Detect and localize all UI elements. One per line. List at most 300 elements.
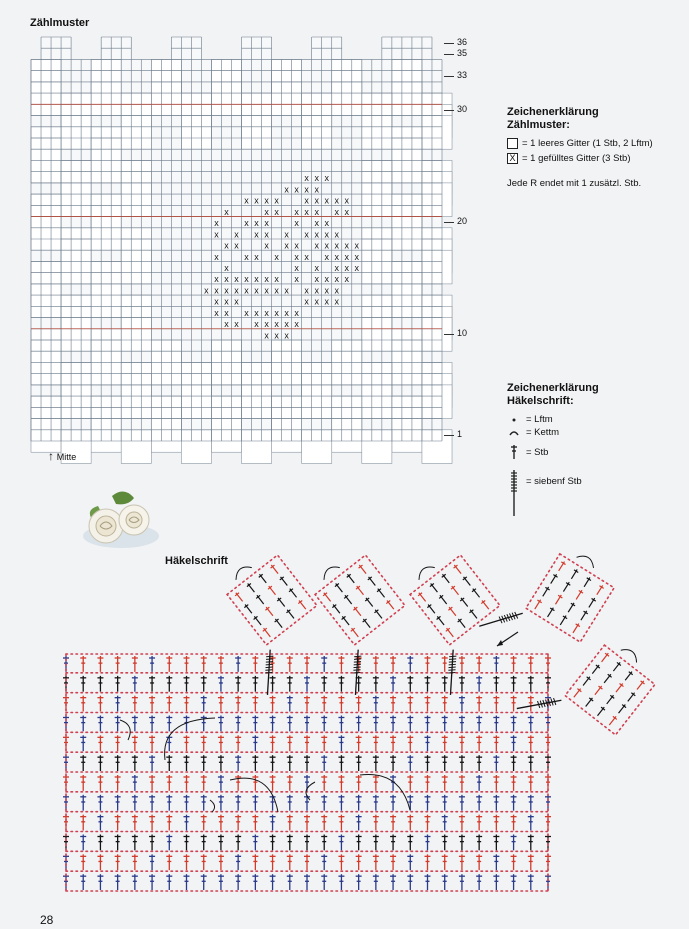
filled-cell: x — [334, 285, 339, 296]
stb-stitch — [528, 755, 534, 771]
legend-slip-text: = Kettm — [526, 427, 559, 438]
stb-stitch — [166, 676, 172, 692]
stb-stitch — [373, 755, 379, 771]
filled-cell: x — [294, 218, 299, 229]
stb-stitch — [97, 835, 103, 851]
filled-cell: x — [214, 296, 219, 307]
stb-stitch — [166, 854, 172, 870]
stb-stitch — [166, 755, 172, 771]
filled-cell: x — [234, 274, 239, 285]
stb-stitch — [493, 835, 499, 851]
stb-stitch — [132, 696, 138, 712]
stb-stitch — [511, 676, 517, 692]
stb-stitch — [287, 854, 293, 870]
stb-stitch — [115, 755, 121, 771]
stb-stitch — [304, 874, 310, 890]
stb-stitch — [166, 656, 172, 672]
stb-stitch — [528, 795, 534, 811]
stb-stitch — [80, 696, 86, 712]
stb-stitch — [338, 775, 344, 791]
stb-stitch — [338, 676, 344, 692]
stb-stitch — [287, 775, 293, 791]
stb-stitch — [321, 854, 327, 870]
stb-stitch — [252, 835, 258, 851]
stb-stitch — [390, 854, 396, 870]
filled-cell: x — [324, 229, 329, 240]
stb-stitch — [218, 716, 224, 732]
filled-cell: x — [334, 274, 339, 285]
filled-cell: x — [264, 206, 269, 217]
stb-stitch — [132, 735, 138, 751]
stb-stitch — [132, 874, 138, 890]
stb-stitch — [321, 696, 327, 712]
stb-stitch — [270, 676, 276, 692]
filled-cell: x — [324, 251, 329, 262]
stb-stitch — [321, 835, 327, 851]
stb-stitch — [425, 795, 431, 811]
stb-stitch — [184, 874, 190, 890]
stb-stitch — [545, 874, 551, 890]
stb-stitch — [442, 854, 448, 870]
stb-stitch — [338, 735, 344, 751]
filled-cell: x — [264, 240, 269, 251]
stb-stitch — [407, 874, 413, 890]
stb-stitch — [115, 735, 121, 751]
stb-stitch — [115, 874, 121, 890]
stb-stitch — [476, 835, 482, 851]
stb-stitch — [321, 775, 327, 791]
stb-stitch — [132, 854, 138, 870]
stb-stitch — [270, 854, 276, 870]
filled-cell: x — [254, 229, 259, 240]
stb-stitch — [511, 815, 517, 831]
filled-cell: x — [324, 173, 329, 184]
filled-cell: x — [304, 251, 309, 262]
stb-stitch — [338, 874, 344, 890]
stb-stitch — [270, 775, 276, 791]
stb-stitch — [235, 696, 241, 712]
stb-stitch — [287, 696, 293, 712]
stb-stitch — [356, 874, 362, 890]
filled-cell: x — [314, 262, 319, 273]
stb-stitch — [235, 795, 241, 811]
stb-stitch — [218, 656, 224, 672]
stb-stitch — [356, 735, 362, 751]
stb-stitch — [356, 696, 362, 712]
filled-cell: x — [294, 307, 299, 318]
legend-note: Jede R endet mit 1 zusätzl. Stb. — [507, 178, 642, 189]
stb-stitch — [115, 835, 121, 851]
stb-stitch — [511, 775, 517, 791]
flow-arrow — [165, 718, 215, 760]
stb-stitch — [218, 835, 224, 851]
stb-stitch — [528, 854, 534, 870]
stb-stitch — [493, 815, 499, 831]
stb-stitch — [184, 696, 190, 712]
filled-cell: x — [264, 229, 269, 240]
filled-cell: x — [264, 307, 269, 318]
legend-empty-text: = 1 leeres Gitter (1 Stb, 2 Lftm) — [522, 138, 653, 149]
stb-stitch — [407, 656, 413, 672]
stb-stitch — [304, 735, 310, 751]
stb-stitch — [80, 656, 86, 672]
stb-stitch — [201, 835, 207, 851]
stb-stitch — [132, 676, 138, 692]
stb-stitch — [235, 835, 241, 851]
stb-stitch — [390, 815, 396, 831]
filled-cell: x — [244, 195, 249, 206]
filled-cell: x — [274, 319, 279, 330]
filled-cell: x — [264, 319, 269, 330]
stb-stitch — [235, 735, 241, 751]
stb-stitch — [338, 795, 344, 811]
stb-stitch — [149, 656, 155, 672]
stb-stitch — [201, 815, 207, 831]
filled-cell: x — [224, 285, 229, 296]
stb-stitch — [425, 835, 431, 851]
stb-stitch — [235, 775, 241, 791]
stb-stitch — [321, 874, 327, 890]
filled-cell: x — [214, 229, 219, 240]
filled-cell: x — [284, 330, 289, 341]
stb-stitch — [184, 755, 190, 771]
stb-stitch — [97, 854, 103, 870]
stb-stitch — [356, 755, 362, 771]
stb-stitch — [338, 755, 344, 771]
filled-cell: x — [354, 240, 360, 251]
stb-stitch — [63, 815, 69, 831]
stb-stitch — [115, 696, 121, 712]
stb-stitch — [166, 696, 172, 712]
filled-cell: x — [254, 274, 259, 285]
filled-cell: x — [284, 240, 289, 251]
legend-crochet-title-1: Zeichenerklärung — [507, 382, 599, 394]
stb-stitch — [80, 676, 86, 692]
crochet-chart-title: Häkelschrift — [165, 555, 228, 567]
stb-stitch — [425, 676, 431, 692]
stb-stitch — [304, 835, 310, 851]
stb-stitch — [407, 775, 413, 791]
filled-cell: x — [324, 296, 329, 307]
flow-arrow — [120, 720, 130, 740]
filled-cell: x — [344, 262, 350, 273]
filled-cell: x — [224, 307, 229, 318]
stb-stitch — [425, 755, 431, 771]
stb-stitch — [373, 854, 379, 870]
stb-stitch — [201, 795, 207, 811]
stb-stitch — [528, 656, 534, 672]
stb-stitch — [321, 795, 327, 811]
filled-cell: x — [244, 307, 249, 318]
filled-cell: x — [294, 251, 299, 262]
filled-cell: x — [224, 262, 229, 273]
stb-stitch — [459, 735, 465, 751]
stb-stitch — [97, 696, 103, 712]
stb-stitch — [184, 835, 190, 851]
stb-stitch — [356, 716, 362, 732]
flow-arrow — [210, 800, 215, 812]
row-number-label: 35 — [457, 47, 468, 58]
stb-stitch — [390, 835, 396, 851]
filled-cell: x — [354, 251, 360, 262]
flow-arrow — [230, 778, 278, 812]
stb-stitch — [218, 815, 224, 831]
stb-stitch — [80, 815, 86, 831]
stb-stitch — [270, 835, 276, 851]
stb-stitch — [476, 696, 482, 712]
filled-cell: x — [264, 285, 269, 296]
stb-stitch — [476, 716, 482, 732]
stb-stitch — [149, 815, 155, 831]
stb-stitch — [201, 874, 207, 890]
filled-cell: x — [304, 184, 309, 195]
stb-stitch — [218, 676, 224, 692]
legend-seven-text: = siebenf Stb — [526, 475, 582, 487]
stb-stitch — [115, 656, 121, 672]
stb-stitch — [442, 815, 448, 831]
filled-cell: x — [324, 218, 329, 229]
up-arrow-icon: ↑ — [48, 449, 54, 463]
stb-stitch — [528, 716, 534, 732]
filled-cell: x — [264, 330, 269, 341]
legend-crochet-title-2: Häkelschrift: — [507, 395, 574, 407]
stb-stitch — [407, 676, 413, 692]
stb-stitch — [115, 775, 121, 791]
stb-stitch — [166, 775, 172, 791]
stb-stitch — [528, 676, 534, 692]
stb-stitch — [442, 775, 448, 791]
filled-cell: x — [254, 307, 259, 318]
stb-stitch — [373, 676, 379, 692]
filled-cell: x — [324, 274, 329, 285]
filled-cell: x — [314, 285, 319, 296]
stb-stitch — [390, 795, 396, 811]
row-number-label: 20 — [457, 216, 468, 227]
stb-stitch — [304, 854, 310, 870]
stb-stitch — [545, 815, 551, 831]
pattern-chart-title: Zählmuster — [30, 17, 90, 29]
filled-cell: x — [314, 173, 319, 184]
stb-stitch — [373, 735, 379, 751]
stb-stitch — [356, 775, 362, 791]
stb-stitch — [115, 854, 121, 870]
stb-stitch — [287, 676, 293, 692]
stb-stitch — [476, 795, 482, 811]
stb-stitch — [321, 815, 327, 831]
filled-cell: x — [314, 296, 319, 307]
stb-stitch — [235, 676, 241, 692]
filled-cell: x — [334, 240, 339, 251]
stb-stitch — [149, 716, 155, 732]
stb-stitch — [304, 755, 310, 771]
stb-stitch — [218, 696, 224, 712]
stb-stitch — [476, 775, 482, 791]
filled-cell: x — [294, 262, 299, 273]
stb-stitch — [270, 696, 276, 712]
stb-stitch — [321, 676, 327, 692]
filled-cell: x — [284, 229, 289, 240]
stb-stitch — [321, 735, 327, 751]
filled-cell: x — [334, 206, 339, 217]
stb-stitch — [459, 775, 465, 791]
filled-cell: x — [304, 285, 309, 296]
stb-stitch — [80, 835, 86, 851]
stb-stitch — [493, 874, 499, 890]
stb-stitch — [442, 656, 448, 672]
stb-stitch — [115, 676, 121, 692]
stb-stitch — [80, 795, 86, 811]
stb-stitch — [407, 716, 413, 732]
filled-cell: x — [264, 195, 269, 206]
stb-stitch — [511, 854, 517, 870]
filled-cell: x — [254, 285, 259, 296]
stb-stitch — [338, 656, 344, 672]
stb-stitch — [235, 656, 241, 672]
stb-stitch — [115, 716, 121, 732]
filled-cell: x — [254, 218, 259, 229]
filled-cell: x — [234, 285, 239, 296]
stb-stitch — [511, 716, 517, 732]
stb-stitch — [218, 775, 224, 791]
filled-cell: x — [334, 195, 339, 206]
stb-stitch — [252, 815, 258, 831]
stb-stitch — [252, 656, 258, 672]
stb-stitch — [166, 795, 172, 811]
filled-cell: x — [334, 296, 339, 307]
stb-stitch — [304, 696, 310, 712]
stb-stitch — [184, 854, 190, 870]
stb-stitch — [201, 735, 207, 751]
stb-stitch — [390, 656, 396, 672]
filled-cell: x — [294, 319, 299, 330]
filled-cell: x — [304, 173, 309, 184]
stb-stitch — [201, 854, 207, 870]
stb-stitch — [80, 735, 86, 751]
stb-stitch — [493, 716, 499, 732]
stb-stitch — [252, 795, 258, 811]
stb-stitch — [338, 696, 344, 712]
stb-stitch — [425, 696, 431, 712]
filled-cell: x — [294, 206, 299, 217]
stb-stitch — [373, 835, 379, 851]
stb-stitch — [511, 656, 517, 672]
stb-stitch — [304, 676, 310, 692]
stb-stitch — [287, 656, 293, 672]
stb-stitch — [356, 795, 362, 811]
stb-stitch — [356, 815, 362, 831]
filled-cell: x — [324, 285, 329, 296]
stb-stitch — [149, 676, 155, 692]
stb-stitch — [63, 835, 69, 851]
stb-stitch — [407, 735, 413, 751]
stb-stitch — [476, 735, 482, 751]
filled-cell: x — [324, 195, 329, 206]
center-label: Mitte — [56, 452, 77, 462]
stb-stitch — [132, 835, 138, 851]
stb-stitch — [149, 874, 155, 890]
stb-stitch — [80, 716, 86, 732]
stb-stitch — [373, 696, 379, 712]
filled-cell: x — [254, 251, 259, 262]
filled-cell: x — [314, 240, 319, 251]
stb-stitch — [476, 874, 482, 890]
stb-stitch — [287, 835, 293, 851]
stb-stitch — [132, 775, 138, 791]
stb-stitch — [184, 775, 190, 791]
stb-stitch — [270, 874, 276, 890]
filled-cell: x — [214, 285, 219, 296]
stb-stitch — [511, 874, 517, 890]
stb-stitch — [304, 656, 310, 672]
stb-stitch — [528, 696, 534, 712]
stb-stitch — [321, 755, 327, 771]
stb-stitch — [270, 815, 276, 831]
legend-stb-text: = Stb — [526, 446, 549, 458]
stb-stitch — [493, 854, 499, 870]
filled-cell: x — [274, 330, 279, 341]
filled-cell: x — [214, 274, 219, 285]
stb-stitch — [338, 815, 344, 831]
filled-cell: x — [284, 319, 289, 330]
stb-stitch — [390, 696, 396, 712]
stb-stitch — [459, 795, 465, 811]
stb-stitch — [442, 755, 448, 771]
stb-stitch — [218, 755, 224, 771]
legend-pattern-title-1: Zeichenerklärung — [507, 106, 599, 118]
filled-cell: x — [314, 195, 319, 206]
stb-stitch — [235, 716, 241, 732]
stb-stitch — [304, 716, 310, 732]
stb-stitch — [287, 874, 293, 890]
stb-stitch — [373, 815, 379, 831]
stb-stitch — [184, 656, 190, 672]
stb-stitch — [390, 874, 396, 890]
stb-stitch — [511, 835, 517, 851]
stb-stitch — [132, 755, 138, 771]
stb-stitch — [252, 775, 258, 791]
stb-stitch — [442, 795, 448, 811]
filled-cell: x — [334, 262, 339, 273]
stb-stitch — [511, 795, 517, 811]
stb-stitch — [270, 795, 276, 811]
stb-stitch — [201, 716, 207, 732]
stb-stitch — [442, 835, 448, 851]
stb-stitch — [407, 815, 413, 831]
stb-stitch — [528, 815, 534, 831]
filled-cell: x — [234, 229, 239, 240]
stb-stitch — [184, 676, 190, 692]
stb-stitch — [390, 755, 396, 771]
stb-stitch — [425, 775, 431, 791]
stb-stitch — [407, 696, 413, 712]
stb-stitch — [442, 696, 448, 712]
stb-stitch — [149, 795, 155, 811]
stb-stitch — [459, 676, 465, 692]
stb-stitch — [511, 696, 517, 712]
stb-stitch — [493, 676, 499, 692]
stb-stitch — [115, 795, 121, 811]
stb-stitch — [132, 716, 138, 732]
stb-stitch — [252, 676, 258, 692]
stb-stitch — [442, 735, 448, 751]
stb-stitch — [63, 874, 69, 890]
filled-cell: x — [274, 206, 279, 217]
stb-stitch — [149, 755, 155, 771]
filled-cell: x — [294, 240, 299, 251]
stb-stitch — [511, 735, 517, 751]
stb-stitch — [201, 775, 207, 791]
stb-stitch — [528, 775, 534, 791]
